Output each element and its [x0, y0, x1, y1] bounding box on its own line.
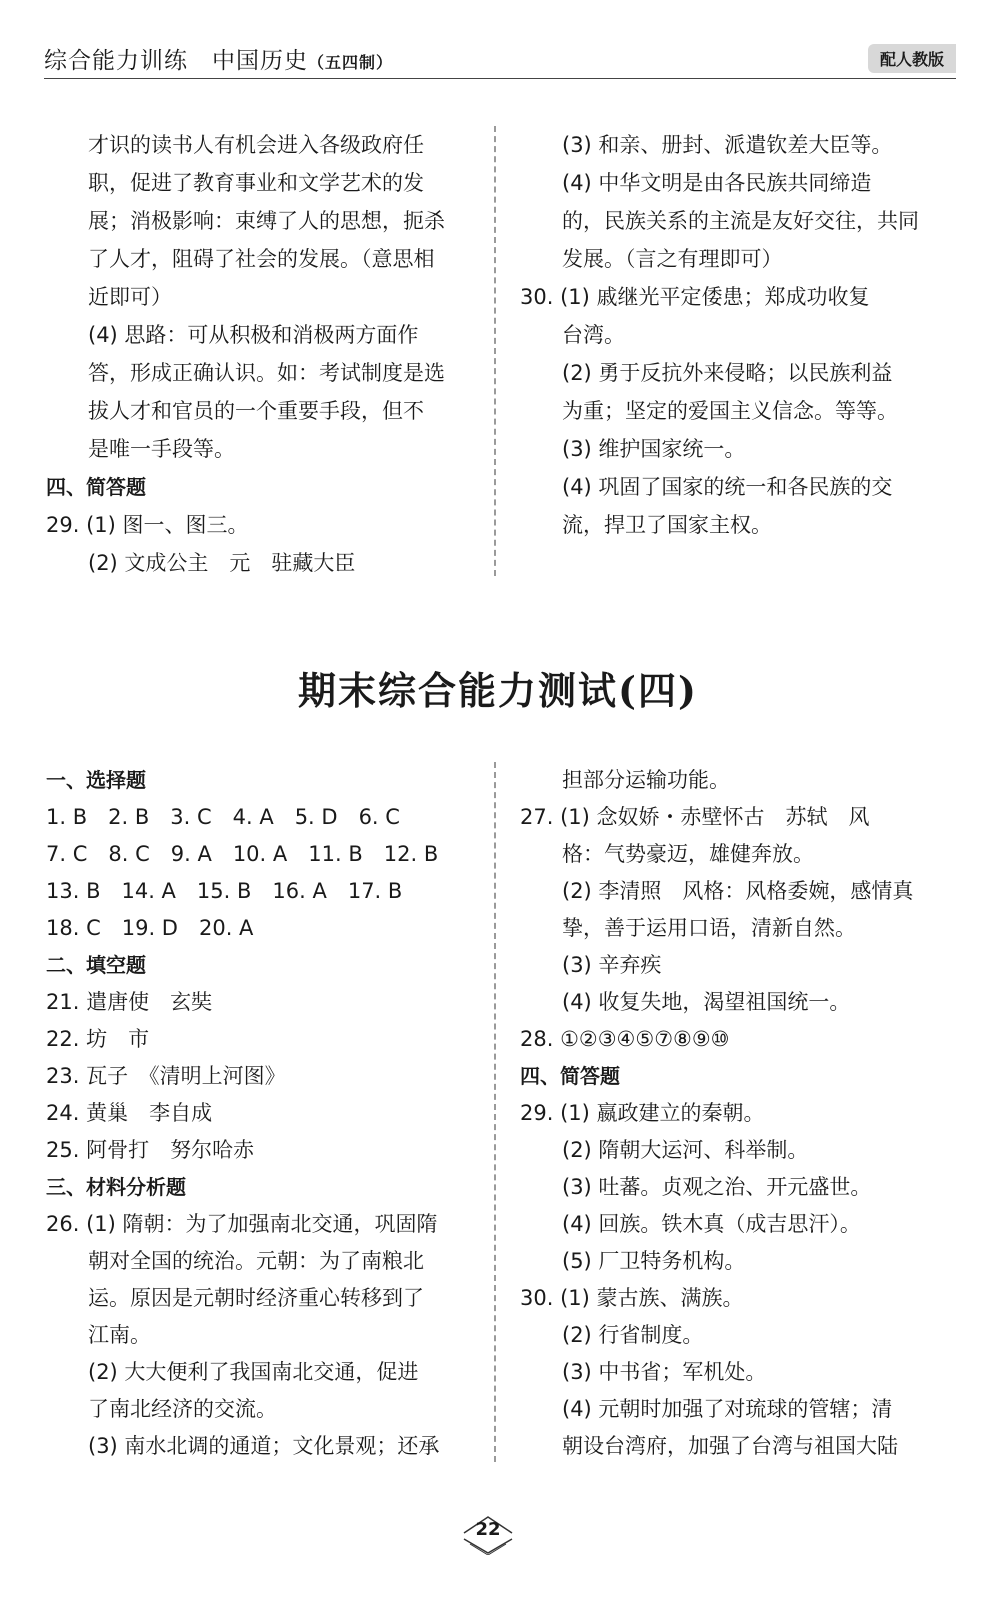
text-line: 24. 黄巢 李自成	[46, 1101, 213, 1125]
text-line: 担部分运输功能。	[562, 768, 730, 792]
answer-row: 18. C 19. D 20. A	[46, 916, 254, 940]
text-line: 27. (1) 念奴娇・赤壁怀古 苏轼 风	[520, 805, 870, 829]
section-heading: 四、简答题	[46, 475, 146, 499]
text-line: 职，促进了教育事业和文学艺术的发	[88, 171, 424, 195]
text-line: 朝对全国的统治。元朝：为了南粮北	[88, 1249, 424, 1273]
text-line: (2) 行省制度。	[562, 1323, 704, 1347]
text-line: (4) 中华文明是由各民族共同缔造	[562, 171, 872, 195]
text-line: (2) 文成公主 元 驻藏大臣	[88, 551, 356, 575]
text-line: 发展。（言之有理即可）	[562, 247, 783, 271]
book-title	[44, 42, 393, 75]
text-line: 是唯一手段等。	[88, 437, 235, 461]
text-line: (4) 思路：可从积极和消极两方面作	[88, 323, 419, 347]
header-divider	[44, 78, 956, 79]
text-line: 才识的读书人有机会进入各级政府任	[88, 133, 424, 157]
text-line: 26. (1) 隋朝：为了加强南北交通，巩固隋	[46, 1212, 438, 1236]
text-line: 台湾。	[562, 323, 625, 347]
text-line: 29. (1) 图一、图三。	[46, 513, 249, 537]
book-title-text: 综合能力训练 中国历史	[44, 48, 308, 74]
top-right-column	[520, 126, 950, 544]
text-line: (3) 辛弃疾	[562, 953, 662, 977]
top-left-column	[46, 126, 476, 582]
text-line: 了人才，阻碍了社会的发展。（意思相	[88, 247, 435, 271]
text-line: (4) 元朝时加强了对琉球的管辖；清	[562, 1397, 893, 1421]
text-line: 拔人才和官员的一个重要手段，但不	[88, 399, 424, 423]
text-line: (3) 吐蕃。贞观之治、开元盛世。	[562, 1175, 872, 1199]
section-heading: 四、简答题	[520, 1064, 620, 1088]
text-line: 朝设台湾府，加强了台湾与祖国大陆	[562, 1434, 898, 1458]
text-line: 25. 阿骨打 努尔哈赤	[46, 1138, 255, 1162]
text-line: 29. (1) 嬴政建立的秦朝。	[520, 1101, 765, 1125]
text-line: 22. 坊 市	[46, 1027, 150, 1051]
text-line: 展；消极影响：束缚了人的思想，扼杀	[88, 209, 445, 233]
text-line: 格：气势豪迈，雄健奔放。	[562, 842, 814, 866]
text-line: 挚，善于运用口语，清新自然。	[562, 916, 856, 940]
text-line: 运。原因是元朝时经济重心转移到了	[88, 1286, 424, 1310]
text-line: 江南。	[88, 1323, 151, 1347]
text-line: 了南北经济的交流。	[88, 1397, 277, 1421]
text-line: (3) 中书省；军机处。	[562, 1360, 767, 1384]
text-line: 为重；坚定的爱国主义信念。等等。	[562, 399, 898, 423]
edition-badge: 配人教版	[868, 44, 956, 73]
text-line: 30. (1) 戚继光平定倭患；郑成功收复	[520, 285, 870, 309]
text-line: (2) 大大便利了我国南北交通，促进	[88, 1360, 419, 1384]
answer-row: 13. B 14. A 15. B 16. A 17. B	[46, 879, 403, 903]
column-divider	[494, 126, 496, 576]
text-line: (3) 南水北调的通道；文化景观；还承	[88, 1434, 440, 1458]
text-line: 21. 遣唐使 玄奘	[46, 990, 213, 1014]
text-line: (5) 厂卫特务机构。	[562, 1249, 746, 1273]
text-line: 近即可）	[88, 285, 172, 309]
text-line: (2) 隋朝大运河、科举制。	[562, 1138, 809, 1162]
text-line: 30. (1) 蒙古族、满族。	[520, 1286, 744, 1310]
column-divider	[494, 762, 496, 1462]
text-line: (4) 巩固了国家的统一和各民族的交	[562, 475, 893, 499]
answer-row: 1. B 2. B 3. C 4. A 5. D 6. C	[46, 805, 400, 829]
bottom-left-column	[46, 762, 476, 1465]
text-line: 23. 瓦子 《清明上河图》	[46, 1064, 286, 1088]
text-line: (2) 李清照 风格：风格委婉，感情真	[562, 879, 914, 903]
text-line: (2) 勇于反抗外来侵略；以民族利益	[562, 361, 893, 385]
test-title: 期末综合能力测试(四)	[298, 668, 698, 713]
text-line: 流，捍卫了国家主权。	[562, 513, 772, 537]
page-number-text: 22	[475, 1519, 501, 1540]
section-heading: 一、选择题	[46, 768, 146, 792]
page-number	[458, 1515, 518, 1555]
text-line: (4) 收复失地，渴望祖国统一。	[562, 990, 851, 1014]
text-line: 答，形成正确认识。如：考试制度是选	[88, 361, 445, 385]
bottom-right-column	[520, 762, 950, 1465]
text-line: (4) 回族。铁木真（成吉思汗）。	[562, 1212, 861, 1236]
page-header	[44, 40, 956, 80]
book-subtitle: （五四制）	[308, 53, 394, 72]
text-line: 的，民族关系的主流是友好交往，共同	[562, 209, 919, 233]
text-line: (3) 维护国家统一。	[562, 437, 746, 461]
answer-row: 7. C 8. C 9. A 10. A 11. B 12. B	[46, 842, 439, 866]
text-line: 28. ①②③④⑤⑦⑧⑨⑩	[520, 1027, 730, 1051]
section-heading: 二、填空题	[46, 953, 146, 977]
section-heading: 三、材料分析题	[46, 1175, 186, 1199]
text-line: (3) 和亲、册封、派遣钦差大臣等。	[562, 133, 893, 157]
